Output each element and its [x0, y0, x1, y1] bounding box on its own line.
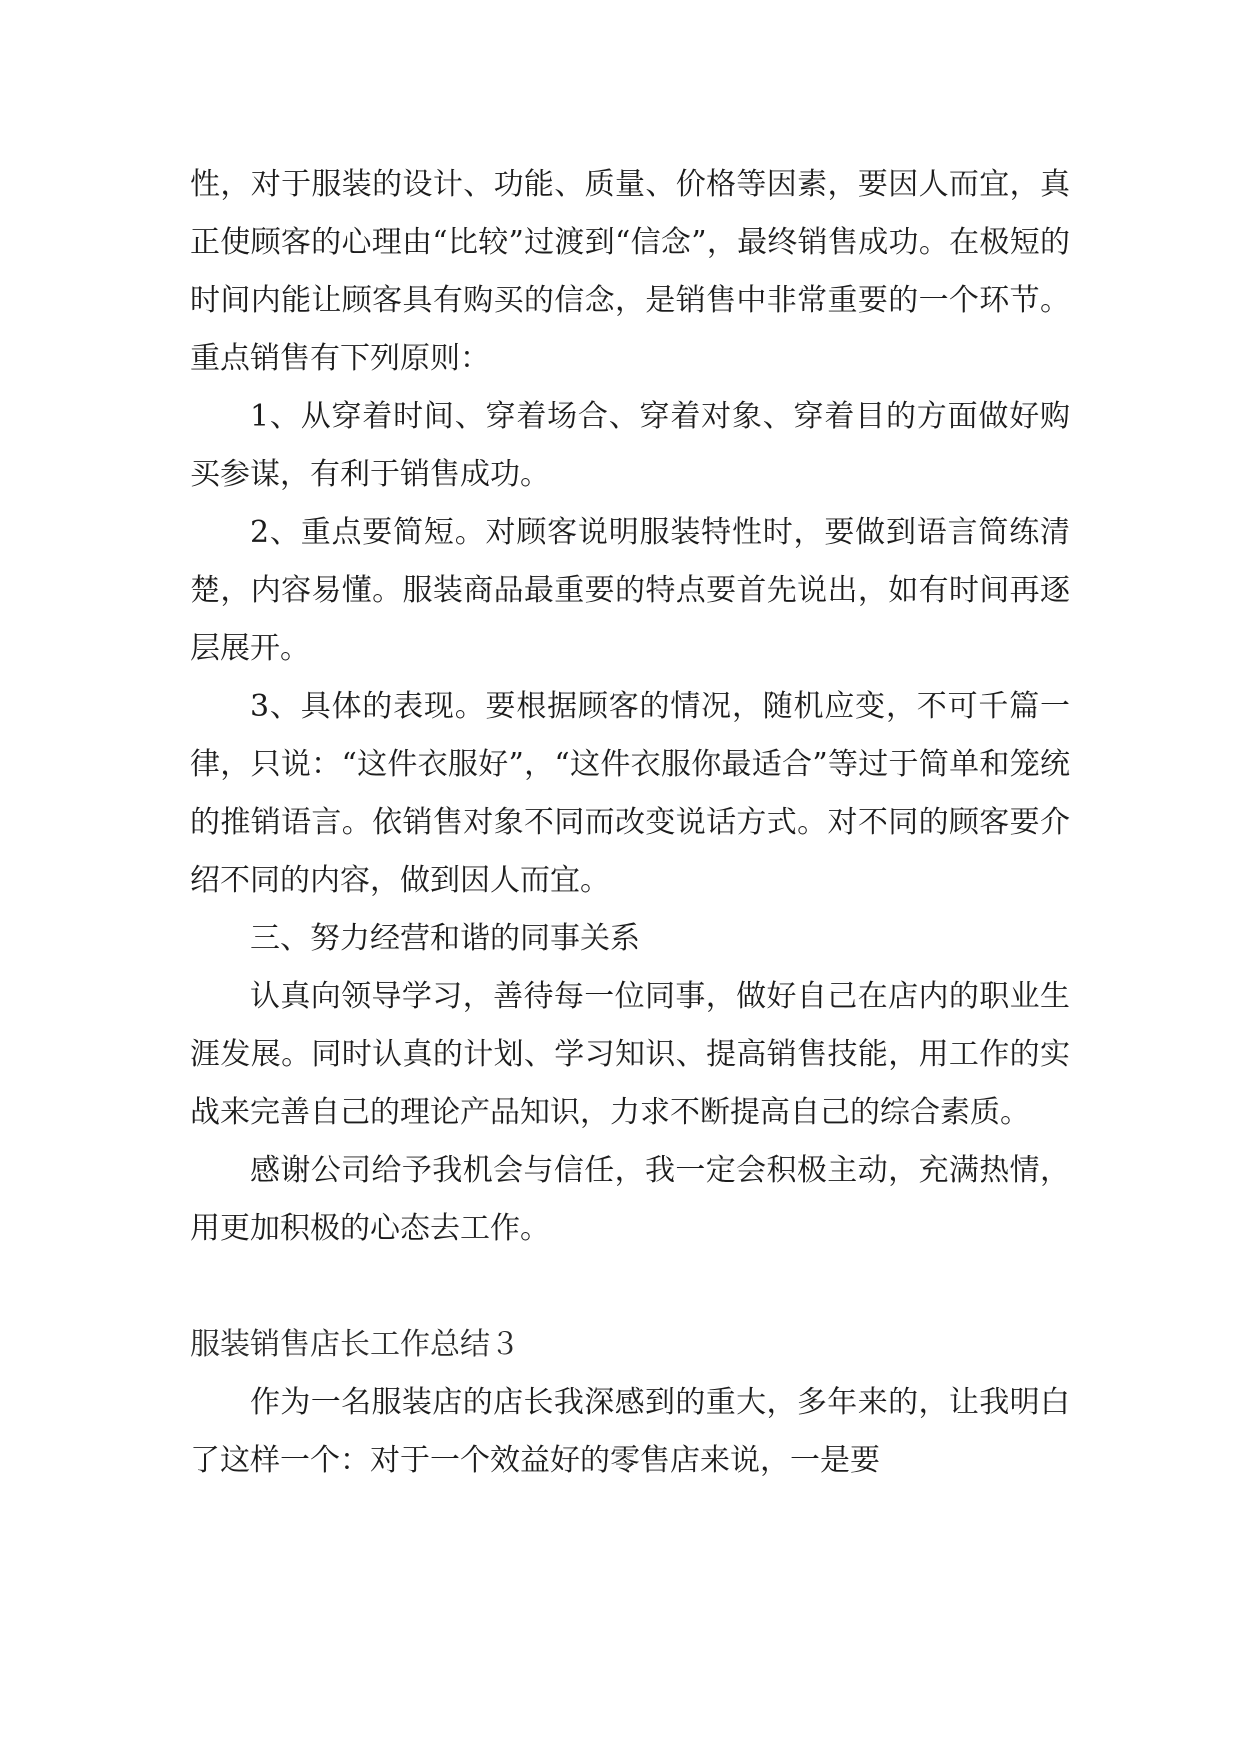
paragraph-principle-3: 3、具体的表现。要根据顾客的情况，随机应变，不可千篇一律，只说：“这件衣服好”，“这件衣服你最适合”等过于简单和笼统的推销语言。依销售对象不同而改变说话方式。对不同的顾客要介绍不同的内容，做到因人而宜。: [190, 689, 1070, 898]
paragraph-continuation: 性，对于服装的设计、功能、质量、价格等因素，要因人而宜，真正使顾客的心理由“比较”过渡到“信念”，最终销售成功。在极短的时间内能让顾客具有购买的信念，是销售中非常重要的一个环节。重点销售有下列原则：: [190, 167, 1070, 376]
paragraph-section-intro: 作为一名服装店的店长我深感到的重大，多年来的，让我明白了这样一个：对于一个效益好的零售店来说，一是要: [190, 1385, 1070, 1478]
subheading-colleague-relations: 三、努力经营和谐的同事关系: [250, 921, 640, 956]
document-body: [190, 156, 1070, 1490]
paragraph-learning: 认真向领导学习，善待每一位同事，做好自己在店内的职业生涯发展。同时认真的计划、学习知识、提高销售技能，用工作的实战来完善自己的理论产品知识，力求不断提高自己的综合素质。: [190, 979, 1070, 1130]
section-title: 服装销售店长工作总结３: [190, 1327, 520, 1362]
paragraph-thanks: 感谢公司给予我机会与信任，我一定会积极主动，充满热情，用更加积极的心态去工作。: [190, 1153, 1070, 1246]
paragraph-principle-2: 2、重点要简短。对顾客说明服装特性时，要做到语言简练清楚，内容易懂。服装商品最重要的特点要首先说出，如有时间再逐层展开。: [190, 515, 1070, 666]
paragraph-principle-1: 1、从穿着时间、穿着场合、穿着对象、穿着目的方面做好购买参谋，有利于销售成功。: [190, 399, 1070, 492]
